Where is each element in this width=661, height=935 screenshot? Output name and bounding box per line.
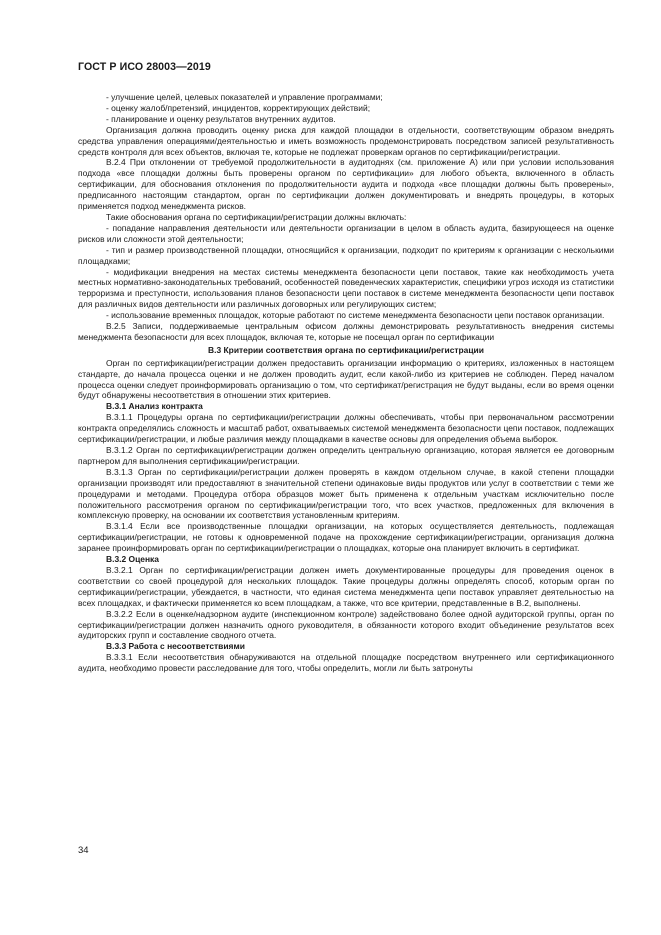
list-item: - оценку жалоб/претензий, инцидентов, корректирующих действий; (106, 102, 371, 113)
list-item: - тип и размер производственной площадки, относящийся к организации, подходит по критериям к организации с несколькими площадками; (78, 244, 614, 266)
subsection-heading: В.3.1 Анализ контракта (106, 401, 203, 412)
page-header-title: ГОСТ Р ИСО 28003—2019 (78, 61, 211, 73)
paragraph: В.3.2.1 Орган по сертификации/регистрации должен иметь документированные процедуры для проведения оценок в соответствии со своей процедурой для нескольких площадок. Такие процедуры должны определять способ, которым орган по сертификации/регистрации, убеждается, в частности, что единая система менеджмента цепи поставок управляет деятельностью на всех площадках, и фактически применяется ко всем площадкам, а также, что все критерии, представленные в В.2, выполнены. (78, 564, 614, 608)
list-item: - модификации внедрения на местах системы менеджмента безопасности цепи поставок, такие как необходимость учета местных нормативно-законодательных требований, особенностей поведенческих характеристик, специфики угроз исходя из статистики терроризма и преступности, использования планов безопасности цепи поставок в системе менеджмента безопасности цепи поставок для различных видов деятельности или различных договорных или регулирующих систем; (78, 266, 614, 310)
paragraph: В.3.1.3 Орган по сертификации/регистрации должен проверять в каждом отдельном случае, в какой степени площадки организации производят или предоставляют в значительной степени одинаковые виды продуктов или услуг в соответствии с теми же процедурами и методами. Процедура отбора образцов может быть применена к отдельным участкам исключительно после положительного рассмотрения органом по сертификации/регистрации того, что всех участков, предложенных для включения в комплексную проверку, на основании их соответствия установленным критериям. (78, 466, 614, 521)
paragraph: В.3.1.1 Процедуры органа по сертификации/регистрации должны обеспечивать, чтобы при первоначальном рассмотрении контракта определялись сложность и масштаб работ, охватываемых системой менеджмента безопасности цепи поставок, подлежащих сертификации/регистрации, и любые различия между площадками в качестве основы для определения объема выборок. (78, 412, 614, 445)
page-body (78, 92, 614, 674)
section-heading: В.3 Критерии соответствия органа по сертификации/регистрации (208, 344, 484, 355)
paragraph: В.3.3.1 Если несоответствия обнаруживаются на отдельной площадке посредством внутреннего или сертификационного аудита, необходимо провести расследование для того, чтобы определить, могли ли быть затронуты (78, 652, 614, 674)
subsection-heading: В.3.2 Оценка (106, 554, 159, 565)
paragraph: В.3.1.2 Орган по сертификации/регистрации должен определить центральную организацию, которая является ее договорным партнером для выполнения сертификации/регистрации. (78, 445, 614, 466)
paragraph: В.3.1.4 Если все производственные площадки организации, на которых осуществляется деятельность, подлежащая сертификации/регистрации, не готовы к одновременной подаче на прохождение сертификации/регистрации, организация должна заранее проинформировать орган по сертификации/регистрации о площадках, которые она планирует включить в сертификат. (78, 521, 614, 554)
list-item: - использование временных площадок, которые работают по системе менеджмента безопасности цепи поставок организации. (106, 310, 605, 321)
paragraph: В.2.5 Записи, поддерживаемые центральным офисом должны демонстрировать результативность внедрения системы менеджмента безопасности для всех площадок, включая те, которые не посещал орган по сертификации (78, 321, 614, 342)
paragraph: В.2.4 При отклонении от требуемой продолжительности в аудитоднях (см. приложение А) или при условии использования подхода «все площадки должны быть проверены органом по сертификации» для любого объекта, включенного в область сертификации, для обоснования отклонения по продолжительности аудита и подхода «все площадки должны быть проверены», предписанного настоящим стандартом, орган по сертификации должен документировать и внедрять процедуры, в которых применяется подход менеджмента рисков. (78, 157, 614, 212)
paragraph: Организация должна проводить оценку риска для каждой площадки в отдельности, соответствующим образом внедрять средства управления операциями/деятельностью и иметь возможность продемонстрировать посредством записей результативность средств контроля для всех объектов, включая те, которые не подлежат проверкам органов по сертификации/регистрации. (78, 124, 614, 157)
page-number: 34 (78, 845, 89, 856)
paragraph: Орган по сертификации/регистрации должен предоставить организации информацию о критериях, изложенных в настоящем стандарте, до начала процесса оценки и не должен проводить аудит, если какой-либо из критериев не соблюден. Перед началом процесса оценки следует проинформировать организацию о том, что сертификат/регистрация не будут выданы, если во время оценки будут обнаружены несоответствия в отношении этих критериев. (78, 357, 614, 401)
list-item: - улучшение целей, целевых показателей и управление программами; (106, 92, 383, 102)
list-item: - планирование и оценку результатов внутренних аудитов. (106, 113, 336, 124)
list-item: - попадание направления деятельности или деятельности организации в целом в область аудита, базирующееся на оценке рисков или сложности этой деятельности; (78, 222, 614, 244)
subsection-heading: В.3.3 Работа с несоответствиями (106, 641, 245, 652)
paragraph: В.3.2.2 Если в оценке/надзорном аудите (инспекционном контроле) задействовано более одной аудиторской группы, орган по сертификации/регистрации должен назначить одного руководителя, в обязанности которого входит объединение результатов всех аудиторских групп и составление сводного отчета. (78, 608, 614, 641)
paragraph: Такие обоснования органа по сертификации/регистрации должны включать: (106, 211, 407, 222)
